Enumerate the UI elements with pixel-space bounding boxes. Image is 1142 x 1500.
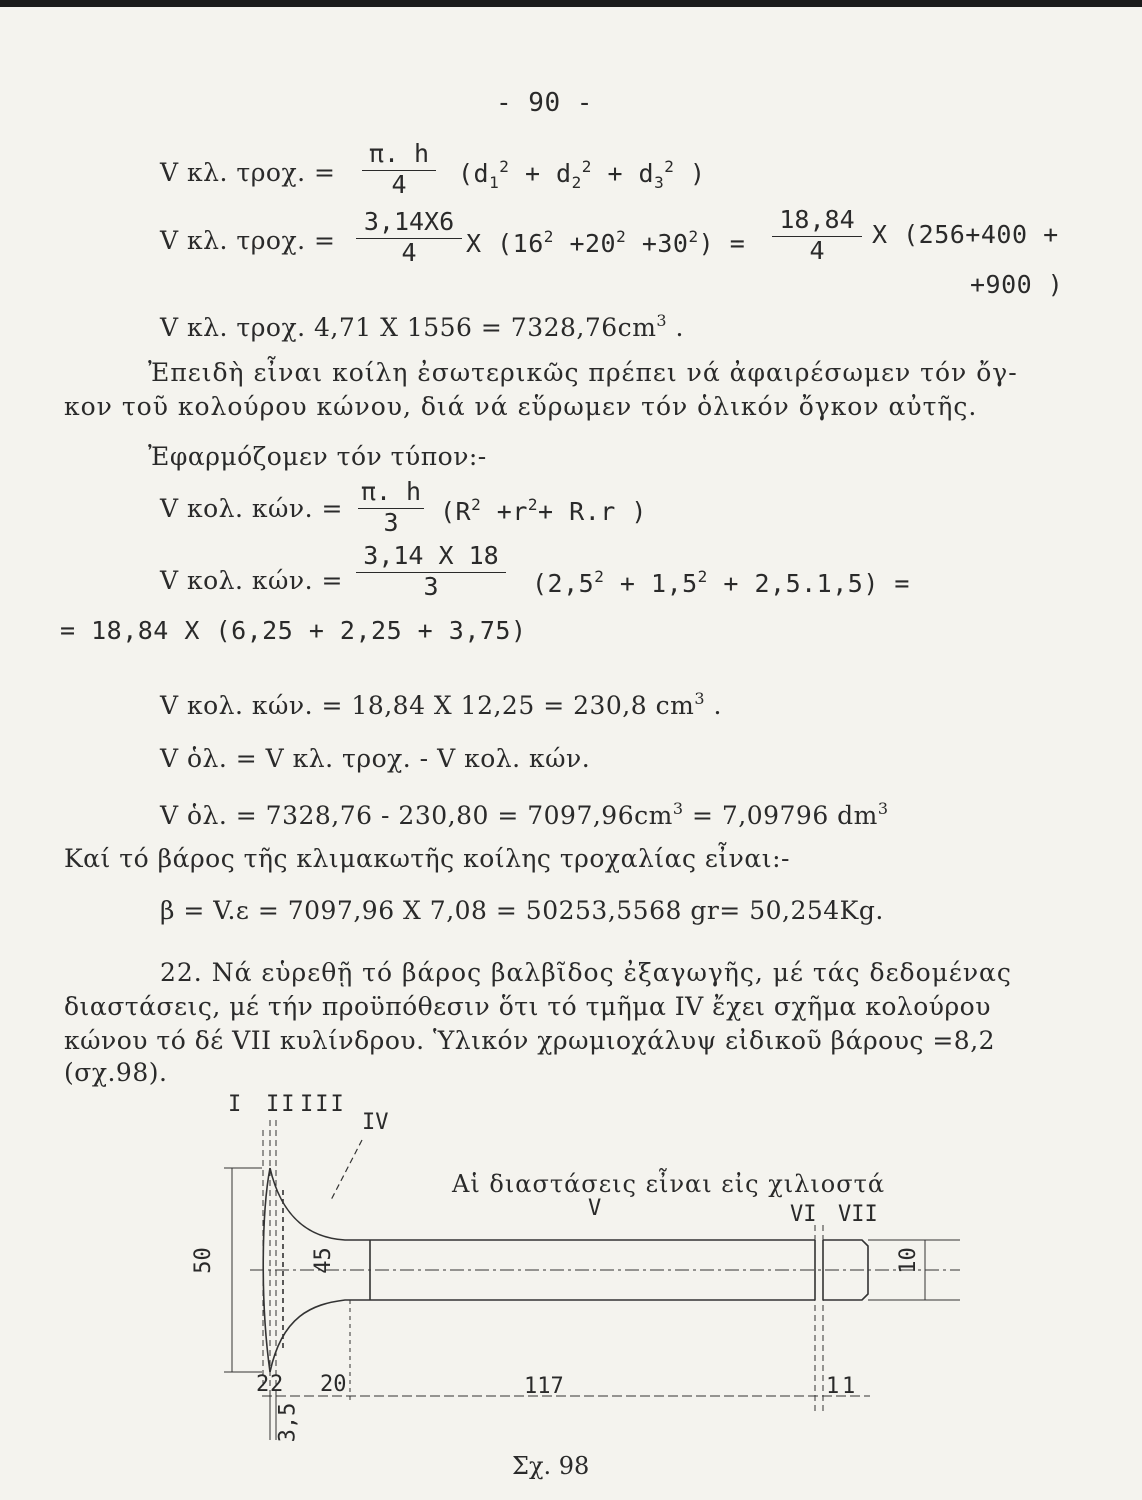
problem-line-3: κώνου τό δέ VII κυλίνδρου. Ὑλικόν χρωμιοχάλυψ εἰδικοῦ βάρους =8,2 <box>64 1026 996 1055</box>
problem-line-2: διαστάσεις, μέ τήν προϋπόθεσιν ὅτι τό τμῆμα IV ἔχει σχῆμα κολούρου <box>64 992 991 1021</box>
section-label-v: V <box>588 1196 602 1221</box>
fraction-2b: $\frac{18,84}{4}$ <box>772 206 862 265</box>
page-number: - 90 - <box>496 88 593 118</box>
weight-intro-text: Καί τό βάρος τῆς κλιμακωτῆς κοίλης τροχαλίας εἶναι:- <box>64 844 790 873</box>
problem-line-1: 22. Νά εὑρεθῇ τό βάρος βαλβῖδος ἐξαγωγῆς, μέ τάς δεδομένας <box>160 958 1012 987</box>
valve-neck-top <box>270 1168 370 1240</box>
fraction-4: $\frac{\pi. h}{3}$ <box>358 478 424 537</box>
section-label-iii: III <box>300 1092 346 1117</box>
dim-2b: 2 <box>270 1372 284 1397</box>
dim-1b: 1 <box>842 1374 856 1399</box>
valve-neck-bottom <box>270 1300 370 1372</box>
dim-45: 45 <box>310 1247 336 1274</box>
apply-formula-text: Ἐφαρμόζομεν τόν τύπον:- <box>148 442 487 471</box>
section-label-iv: IV <box>362 1110 389 1135</box>
equation-8: V ὁλ. = V κλ. τροχ. - V κολ. κών. <box>160 744 591 773</box>
dim-1a: 1 <box>826 1374 840 1399</box>
equation-3: V κλ. τροχ. 4,71 X $1556 = 7328,76cm^3$ . <box>160 311 684 342</box>
problem-line-4: (σχ.98). <box>64 1058 168 1087</box>
fraction-2: $\frac{3,14X6}{4}$ <box>356 208 462 267</box>
paragraph-line-1: Ἐπειδὴ εἶναι κοίλη ἐσωτερικῶς πρέπει νά ἀφαιρέσωμεν τόν ὄγ- <box>148 358 1018 387</box>
equation-7: V κολ. κών. = 18,84 X 12,25 = 230,8 $cm^3$ . <box>160 689 722 720</box>
dim-2a: 2 <box>256 1372 270 1397</box>
section-label-ii: II <box>266 1092 297 1117</box>
dim-50: 50 <box>190 1247 216 1274</box>
dimensions-note: Αἱ διαστάσεις εἶναι εἰς χιλιοστά <box>452 1170 886 1198</box>
dim-10: 10 <box>895 1247 921 1274</box>
paragraph-line-2: κον τοῦ κολούρου κώνου, διά νά εὕρωμεν τόν ὁλικόν ὄγκον αὐτῆς. <box>64 392 978 421</box>
equation-10: β = V.ε = 7097,96 X 7,08 = 50253,5568 gr= 50,254Kg. <box>160 896 884 925</box>
section-label-i: I <box>228 1092 244 1117</box>
figure-caption: Σχ. 98 <box>512 1452 590 1480</box>
fraction-5: $\frac{3,14 X 18}{3}$ <box>356 542 506 601</box>
equation-9: V ὁλ. = $7328,76 - 230,80 = 7097,96cm^3 = 7,09796$ $dm^3$ <box>160 799 889 830</box>
section-label-vi: VI <box>790 1202 817 1227</box>
dim-3-5: 3,5 <box>275 1402 301 1443</box>
equation-6: = 18,84 X (6,25 + 2,25 + 3,75) <box>60 616 527 645</box>
dim-117: 117 <box>524 1374 564 1399</box>
section-label-vii: VII <box>838 1202 878 1227</box>
document-page: - 90 - V κλ. τροχ. = $\frac{\pi. h}{4}$ ($d_1^2 + d_2^2 + d_3^2$ ) V κλ. τροχ. = $\frac{3,14X6}{4}$ X $(16^2 +20^2 +30^2)$ = $\frac{18,84}{4}$ X (256+400 + +900 ) V κλ. τροχ. 4,71 X $1556 = 7328,76cm^3$ . Ἐπειδὴ εἶναι κοίλη ἐσωτερικῶς πρέπει νά ἀφαιρέσωμεν τόν ὄγ- κον τοῦ κολούρου κώνου, διά νά εὕρωμεν τόν ὁλικόν ὄγκον αὐτῆς. Ἐφαρμόζομεν τόν τύπον:- V κολ. κών. = $\frac{\pi. h}{3}$ ($R^2 +r^2+ R.r$ ) V κολ. κών. = $\frac{3,14 X 18}{3}$ $(2,5^2 + 1,5^2 + 2,5.1,5)$ = = 18,84 X (6,25 + 2,25 + 3,75) V κολ. κών. = 18,84 X 12,25 = 230,8 $cm^3$ . V ὁλ. = V κλ. τροχ. - V κολ. κών. V ὁλ. = $7328,76 - 230,80 = 7097,96cm^3 = 7,09796$ $dm^3$ Καί τό βάρος τῆς κλιμακωτῆς κοίλης τροχαλίας εἶναι:- β = V.ε = 7097,96 X 7,08 = 50253,5568 gr= 50,254Kg. 22. Νά εὑρεθῇ τό βάρος βαλβῖδος ἐξαγωγῆς, μέ τάς δεδομένας διαστάσεις, μέ τήν προϋπόθεσιν ὅτι τό τμῆμα IV ἔχει σχῆμα κολούρου κώνου τό δέ VII κυλίνδρου. Ὑλικόν χρωμιοχάλυψ εἰδικοῦ βάρους =8,2 (σχ.98). I II III IV Αἱ διαστάσεις εἶναι εἰς χιλιοστά V VI VII 50 45 10 2 2 20 117 1 1 3,5 Σχ. 98 <box>0 0 1142 1500</box>
dim-20: 20 <box>320 1372 347 1397</box>
fraction-1: $\frac{\pi. h}{4}$ <box>362 140 436 199</box>
